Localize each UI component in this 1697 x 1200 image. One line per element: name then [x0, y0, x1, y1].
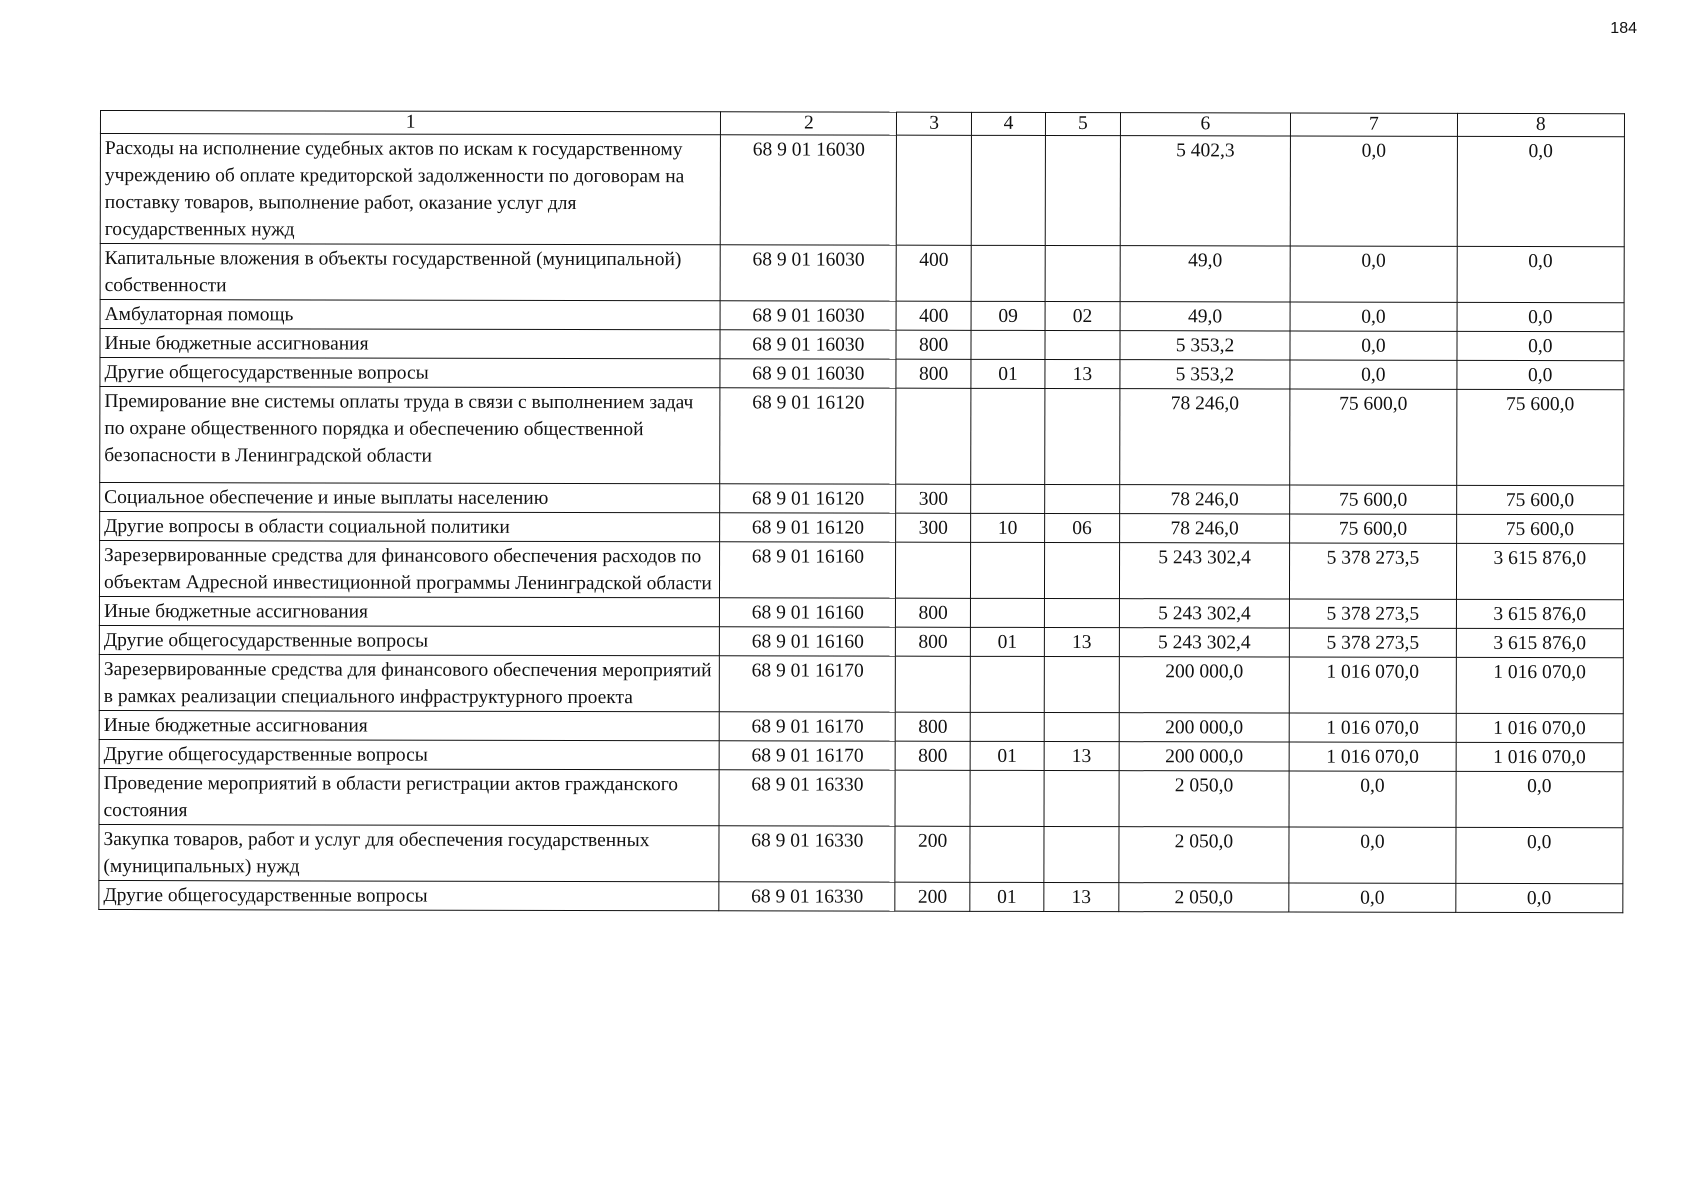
row-name-cell: Другие общегосударственные вопросы [100, 358, 720, 388]
amount-col8-cell: 3 615 876,0 [1456, 628, 1623, 657]
amount-col6-cell: 5 243 302,4 [1119, 599, 1290, 628]
table-row [99, 824, 1623, 883]
expense-type-cell: 200 [895, 882, 969, 911]
section-cell [971, 388, 1046, 484]
target-code-cell: 68 9 01 16170 [719, 741, 895, 770]
section-cell [970, 826, 1045, 882]
amount-col6-cell: 49,0 [1120, 302, 1291, 331]
amount-col8-cell: 75 600,0 [1456, 514, 1623, 543]
amount-col6-cell: 200 000,0 [1119, 713, 1290, 742]
row-name-cell: Другие вопросы в области социальной политики [100, 512, 720, 542]
amount-col6-cell: 5 353,2 [1120, 331, 1291, 360]
expense-type-cell [897, 135, 972, 245]
subsection-cell [1045, 245, 1120, 301]
section-cell: 01 [970, 627, 1044, 656]
column-header: 2 [721, 112, 897, 135]
amount-col6-cell: 5 243 302,4 [1119, 543, 1290, 599]
expense-type-cell: 800 [896, 330, 970, 359]
row-name-cell: Премирование вне системы оплаты труда в связи с выполнением задач по охране общественного порядка и обеспечению общественной безопасности в Ленинградской области [100, 387, 721, 484]
budget-table [98, 110, 1625, 913]
amount-col7-cell: 0,0 [1290, 136, 1457, 246]
subsection-cell [1045, 542, 1120, 598]
column-header: 5 [1046, 112, 1120, 135]
target-code-cell: 68 9 01 16170 [720, 656, 896, 712]
amount-col7-cell: 0,0 [1290, 331, 1456, 360]
amount-col8-cell: 0,0 [1457, 246, 1625, 302]
table-row [100, 244, 1624, 303]
table-body [99, 134, 1625, 913]
expense-type-cell [896, 542, 971, 598]
table-row [99, 654, 1623, 713]
amount-col8-cell: 3 615 876,0 [1456, 599, 1623, 628]
target-code-cell: 68 9 01 16170 [719, 712, 895, 741]
subsection-cell [1045, 135, 1120, 245]
amount-col6-cell: 200 000,0 [1119, 657, 1290, 713]
section-cell: 09 [971, 301, 1045, 330]
amount-col7-cell: 0,0 [1289, 883, 1455, 912]
target-code-cell: 68 9 01 16120 [720, 388, 896, 484]
column-header: 8 [1457, 113, 1624, 136]
table-row [99, 710, 1623, 742]
amount-col7-cell: 0,0 [1290, 302, 1456, 331]
subsection-cell [1045, 484, 1119, 513]
row-name-cell: Другие общегосударственные вопросы [99, 625, 719, 655]
amount-col8-cell: 0,0 [1455, 883, 1622, 912]
section-cell [970, 598, 1044, 627]
column-header: 1 [100, 111, 720, 135]
amount-col7-cell: 0,0 [1290, 246, 1456, 302]
expense-type-cell [895, 770, 970, 826]
row-name-cell: Иные бюджетные ассигнования [99, 710, 719, 740]
amount-col7-cell: 75 600,0 [1290, 389, 1456, 485]
target-code-cell: 68 9 01 16160 [720, 598, 896, 627]
section-cell [970, 770, 1045, 826]
section-cell: 10 [970, 513, 1044, 542]
table-row [100, 387, 1624, 486]
subsection-cell: 13 [1045, 627, 1119, 656]
table-row [99, 597, 1623, 629]
section-cell [970, 542, 1045, 598]
target-code-cell: 68 9 01 16030 [720, 301, 896, 330]
section-cell: 01 [971, 359, 1045, 388]
subsection-cell [1044, 770, 1119, 826]
amount-col8-cell: 1 016 070,0 [1456, 657, 1624, 713]
target-code-cell: 68 9 01 16030 [720, 330, 896, 359]
column-header: 6 [1120, 113, 1291, 136]
amount-col6-cell: 2 050,0 [1119, 771, 1290, 827]
amount-col8-cell: 0,0 [1457, 331, 1624, 360]
amount-col7-cell: 5 378 273,5 [1290, 599, 1456, 628]
section-cell: 01 [970, 741, 1044, 770]
amount-col7-cell: 75 600,0 [1290, 485, 1456, 514]
row-name-cell: Другие общегосударственные вопросы [99, 880, 719, 910]
amount-col8-cell: 0,0 [1456, 360, 1623, 389]
amount-col6-cell: 5 243 302,4 [1119, 628, 1290, 657]
amount-col6-cell: 2 050,0 [1119, 827, 1290, 883]
expense-type-cell: 800 [896, 712, 970, 741]
subsection-cell: 02 [1045, 301, 1119, 330]
amount-col7-cell: 5 378 273,5 [1290, 543, 1456, 599]
column-header: 7 [1291, 113, 1457, 136]
amount-col7-cell: 75 600,0 [1290, 514, 1456, 543]
subsection-cell [1044, 656, 1119, 712]
table-row [100, 300, 1624, 332]
amount-col8-cell: 75 600,0 [1456, 485, 1623, 514]
expense-type-cell: 800 [896, 627, 970, 656]
subsection-cell [1044, 826, 1119, 882]
column-header: 3 [897, 112, 971, 135]
section-cell [970, 712, 1044, 741]
section-cell [971, 245, 1046, 301]
row-name-cell: Другие общегосударственные вопросы [99, 739, 719, 769]
amount-col8-cell: 1 016 070,0 [1456, 742, 1623, 771]
target-code-cell: 68 9 01 16160 [720, 542, 896, 598]
table-row [100, 134, 1624, 247]
expense-type-cell [896, 656, 971, 712]
target-code-cell: 68 9 01 16120 [720, 484, 896, 513]
row-name-cell: Иные бюджетные ассигнования [99, 597, 719, 627]
target-code-cell: 68 9 01 16160 [720, 627, 896, 656]
expense-type-cell: 200 [895, 826, 970, 882]
subsection-cell: 13 [1045, 359, 1119, 388]
table-row [99, 541, 1623, 600]
page-number: 184 [1610, 20, 1637, 37]
amount-col6-cell: 49,0 [1120, 246, 1291, 302]
expense-type-cell: 400 [896, 301, 970, 330]
target-code-cell: 68 9 01 16030 [721, 135, 897, 245]
amount-col7-cell: 5 378 273,5 [1290, 628, 1456, 657]
expense-type-cell: 800 [896, 741, 970, 770]
amount-col8-cell: 0,0 [1457, 302, 1624, 331]
target-code-cell: 68 9 01 16120 [720, 513, 896, 542]
amount-col8-cell: 0,0 [1457, 136, 1625, 246]
row-name-cell: Иные бюджетные ассигнования [100, 329, 720, 359]
subsection-cell: 06 [1045, 513, 1119, 542]
amount-col7-cell: 1 016 070,0 [1289, 742, 1455, 771]
row-name-cell: Зарезервированные средства для финансового обеспечения мероприятий в рамках реализации специального инфраструктурного проекта [99, 654, 719, 711]
section-cell: 01 [970, 882, 1044, 911]
amount-col6-cell: 2 050,0 [1118, 883, 1289, 912]
table-row [99, 768, 1623, 827]
amount-col8-cell: 0,0 [1456, 771, 1624, 827]
subsection-cell: 13 [1044, 741, 1118, 770]
table-row [100, 358, 1624, 390]
expense-type-cell: 300 [896, 484, 970, 513]
expense-type-cell: 800 [896, 359, 970, 388]
expense-type-cell [896, 388, 971, 484]
row-name-cell: Закупка товаров, работ и услуг для обеспечения государственных (муниципальных) нужд [99, 824, 719, 881]
row-name-cell: Зарезервированные средства для финансового обеспечения расходов по объектам Адресной инвестиционной программы Ленинградской области [99, 541, 719, 598]
row-name-cell: Расходы на исполнение судебных актов по искам к государственному учреждению об оплате кредиторской задолженности по договорам на поставку товаров, выполнение работ, оказание услуг для государственных нужд [100, 134, 721, 245]
amount-col8-cell: 3 615 876,0 [1456, 543, 1624, 599]
subsection-cell [1045, 598, 1119, 627]
expense-type-cell: 400 [897, 245, 972, 301]
target-code-cell: 68 9 01 16030 [720, 359, 896, 388]
amount-col6-cell: 5 402,3 [1120, 136, 1291, 246]
amount-col6-cell: 78 246,0 [1119, 389, 1290, 485]
amount-col8-cell: 75 600,0 [1456, 389, 1624, 485]
subsection-cell: 13 [1044, 882, 1118, 911]
row-name-cell: Капитальные вложения в объекты государственной (муниципальной) собственности [100, 244, 720, 301]
table-row [100, 483, 1624, 515]
table-row [100, 512, 1624, 544]
target-code-cell: 68 9 01 16030 [720, 245, 896, 301]
row-name-cell: Проведение мероприятий в области регистрации актов гражданского состояния [99, 768, 719, 825]
amount-col7-cell: 1 016 070,0 [1289, 713, 1455, 742]
subsection-cell [1045, 388, 1120, 484]
subsection-cell [1045, 330, 1119, 359]
expense-type-cell: 800 [896, 598, 970, 627]
section-cell [971, 484, 1045, 513]
target-code-cell: 68 9 01 16330 [719, 826, 895, 882]
amount-col6-cell: 78 246,0 [1119, 514, 1290, 543]
section-cell [970, 656, 1045, 712]
table-row [99, 739, 1623, 771]
row-name-cell: Социальное обеспечение и иные выплаты населению [100, 483, 720, 513]
amount-col6-cell: 78 246,0 [1119, 485, 1290, 514]
amount-col7-cell: 1 016 070,0 [1290, 657, 1456, 713]
target-code-cell: 68 9 01 16330 [719, 770, 895, 826]
amount-col7-cell: 0,0 [1289, 827, 1455, 883]
table-row [99, 880, 1623, 912]
row-name-cell: Амбулаторная помощь [100, 300, 720, 330]
column-header: 4 [971, 112, 1045, 135]
header-row [100, 111, 1624, 137]
table-row [99, 625, 1623, 657]
amount-col8-cell: 0,0 [1455, 827, 1623, 883]
amount-col6-cell: 200 000,0 [1119, 742, 1290, 771]
amount-col7-cell: 0,0 [1290, 360, 1456, 389]
expense-type-cell: 300 [896, 513, 970, 542]
amount-col7-cell: 0,0 [1289, 771, 1455, 827]
subsection-cell [1044, 712, 1118, 741]
table-row [100, 329, 1624, 361]
target-code-cell: 68 9 01 16330 [719, 882, 895, 911]
amount-col6-cell: 5 353,2 [1120, 360, 1291, 389]
section-cell [971, 135, 1046, 245]
amount-col8-cell: 1 016 070,0 [1456, 713, 1623, 742]
section-cell [971, 330, 1045, 359]
